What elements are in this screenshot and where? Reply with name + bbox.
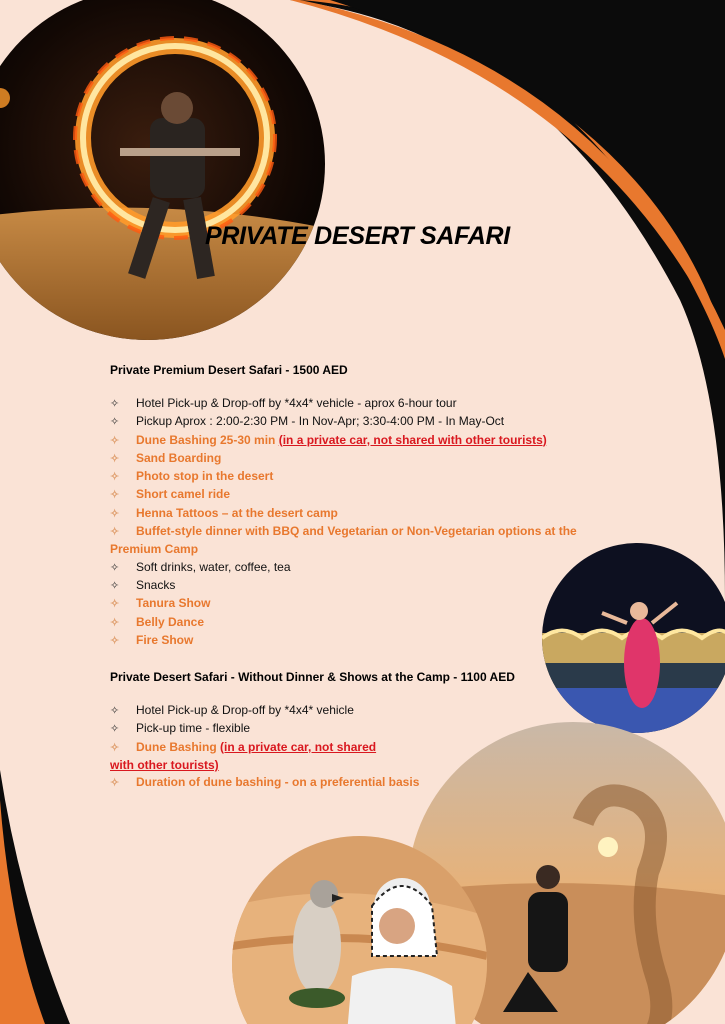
- bullet-icon: ✧: [110, 598, 120, 611]
- bullet-icon: ✧: [110, 723, 120, 736]
- bullet-icon: ✧: [110, 634, 120, 647]
- list-item-continuation: Premium Camp: [110, 542, 199, 557]
- list-item: ✧ Hotel Pick-up & Drop-off by *4x4* vehicle: [110, 702, 419, 720]
- list-item: ✧ Photo stop in the desert: [110, 468, 577, 486]
- list-item: ✧ Soft drinks, water, coffee, tea: [110, 559, 577, 577]
- list-item: ✧ Henna Tattoos – at the desert camp: [110, 505, 577, 523]
- list-item: ✧ Fire Show: [110, 632, 577, 650]
- bullet-icon: ✧: [110, 398, 120, 410]
- list-item: ✧ Short camel ride: [110, 486, 577, 504]
- bullet-icon: ✧: [110, 741, 120, 754]
- bullet-icon: ✧: [110, 452, 120, 465]
- list-item: ✧ Belly Dance: [110, 614, 577, 632]
- page-title: PRIVATE DESERT SAFARI: [205, 222, 510, 250]
- bullet-icon: ✧: [110, 705, 120, 717]
- bullet-icon: ✧: [110, 526, 120, 539]
- bullet-icon: ✧: [110, 507, 120, 520]
- package2-heading: Private Desert Safari - Without Dinner & Shows at the Camp - 1100 AED: [110, 670, 515, 684]
- list-item: ✧ Dune Bashing 25-30 min (in a private car, not shared with other tourists): [110, 432, 577, 450]
- bullet-icon: ✧: [110, 579, 120, 592]
- private-car-note: (in a private car, not shared: [220, 739, 377, 754]
- bullet-icon: ✧: [110, 489, 120, 502]
- list-item: ✧ Sand Boarding: [110, 450, 577, 468]
- bullet-icon: ✧: [110, 616, 120, 629]
- bullet-icon: ✧: [110, 416, 120, 429]
- list-item-continuation: [110, 757, 419, 774]
- bullet-icon: ✧: [110, 777, 120, 790]
- list-item: ✧ Snacks: [110, 577, 577, 595]
- list-item: ✧ Duration of dune bashing - on a preferential basis: [110, 774, 419, 792]
- list-item: ✧ Hotel Pick-up & Drop-off by *4x4* vehicle - aprox 6-hour tour: [110, 395, 577, 413]
- package1-list: [110, 395, 577, 650]
- bullet-icon: ✧: [110, 471, 120, 484]
- package2-list: [110, 702, 419, 792]
- bullet-icon: ✧: [110, 434, 120, 447]
- private-car-note-cont: with other tourists): [110, 757, 219, 772]
- list-item: ✧ Buffet-style dinner with BBQ and Vegetarian or Non-Vegetarian options at the: [110, 523, 577, 541]
- list-item: ✧ Tanura Show: [110, 595, 577, 613]
- list-item: ✧ Pickup Aprox : 2:00-2:30 PM - In Nov-Apr; 3:30-4:00 PM - In May-Oct: [110, 413, 577, 431]
- private-car-note: (in a private car, not shared with other tourists): [278, 432, 547, 447]
- package1-heading: Private Premium Desert Safari - 1500 AED: [110, 363, 348, 377]
- list-item: ✧ Pick-up time - flexible: [110, 720, 419, 738]
- list-item: ✧ Dune Bashing (in a private car, not shared: [110, 739, 419, 757]
- bullet-icon: ✧: [110, 561, 120, 574]
